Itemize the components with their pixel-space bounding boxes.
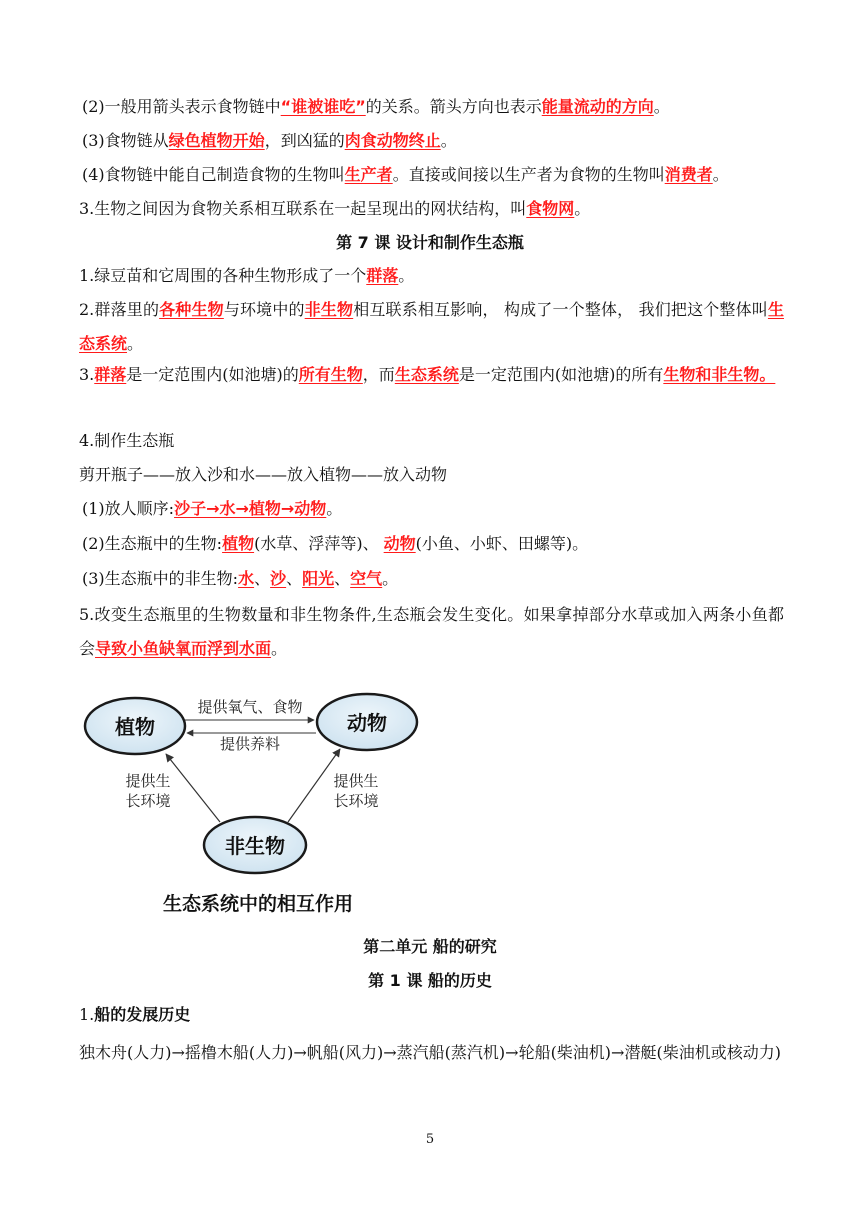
diagram-caption: 生态系统中的相互作用 <box>162 893 354 915</box>
paragraph <box>79 598 784 666</box>
highlight: 沙子→水→植物→动物 <box>174 499 327 518</box>
text-line: 4.制作生态瓶 <box>79 431 175 450</box>
text: 3. <box>79 365 95 384</box>
unit-title: 第二单元 船的研究 <box>363 937 497 956</box>
text: 、 <box>254 569 271 588</box>
text: 5.改变生态瓶里的生物数量和非生物条件,生态瓶会发生变化。如果拿掉部分水草或加入两条小鱼都会 <box>79 605 784 658</box>
text: (2)一般用箭头表示食物链中 <box>82 97 281 116</box>
highlight: 生态系统 <box>79 300 784 353</box>
highlight: 非生物 <box>304 300 354 319</box>
text: (1)放人顺序: <box>82 499 175 518</box>
highlight: 消费者 <box>664 165 713 184</box>
highlight: 所有生物 <box>298 365 363 384</box>
text: 。 <box>271 639 288 658</box>
text-line <box>79 265 414 287</box>
highlight: 植物 <box>222 534 255 553</box>
text: 。 <box>712 165 729 184</box>
highlight: 绿色植物开始 <box>168 131 265 150</box>
highlight: 各种生物 <box>159 300 224 319</box>
highlight: 肉食动物终止 <box>344 131 441 150</box>
text-line <box>82 498 342 520</box>
text: 的关系。箭头方向也表示 <box>365 97 542 116</box>
text-line <box>82 568 398 590</box>
paragraph: 独木舟(人力)→摇橹木船(人力)→帆船(风力)→蒸汽船(蒸汽机)→轮船(柴油机)→潜艇(柴油机或核动力) <box>79 1043 781 1062</box>
text: 。 <box>382 569 399 588</box>
highlight: 能量流动的方向 <box>541 97 654 116</box>
paragraph <box>79 358 784 392</box>
section-heading <box>79 1004 190 1026</box>
highlight: 群落 <box>366 266 399 285</box>
text: 、 <box>334 569 351 588</box>
page-number: 5 <box>425 1132 435 1147</box>
highlight: 阳光 <box>302 569 335 588</box>
highlight: 动物 <box>383 534 416 553</box>
ecosystem-diagram <box>80 688 440 918</box>
text: 1. <box>79 1005 95 1024</box>
highlight: 水 <box>238 569 255 588</box>
text: (小鱼、小虾、田螺等)。 <box>415 534 589 553</box>
lesson-title: 第 7 课 设计和制作生态瓶 <box>336 233 524 252</box>
text: 。 <box>574 199 591 218</box>
text-line <box>82 130 457 152</box>
text: 。 <box>440 131 457 150</box>
arrow-nonliving-to-plant <box>166 754 220 822</box>
text: 是一定范围内(如池塘)的 <box>126 365 299 384</box>
bottom-arrow-label: 提供养料 <box>219 735 281 753</box>
left-label-2: 长环境 <box>125 792 171 810</box>
lesson-title: 第 1 课 船的历史 <box>368 971 492 990</box>
highlight: 群落 <box>94 365 127 384</box>
text: (2)生态瓶中的生物: <box>82 534 223 553</box>
highlight: 沙 <box>270 569 287 588</box>
text: ，到凶猛的 <box>264 131 345 150</box>
text: 。 <box>398 266 415 285</box>
highlight: 生物和非生物。 <box>663 365 776 384</box>
text: 1.绿豆苗和它周围的各种生物形成了一个 <box>79 266 367 285</box>
right-label-2: 长环境 <box>333 792 379 810</box>
text-line <box>82 533 588 555</box>
text: 与环境中的 <box>223 300 305 319</box>
text-line <box>82 164 729 186</box>
text-line <box>79 198 590 220</box>
top-arrow-label: 提供氧气、食物 <box>197 698 303 716</box>
text-line: 剪开瓶子——放入沙和水——放入植物——放入动物 <box>79 465 448 484</box>
text: 2.群落里的 <box>79 300 160 319</box>
text: (3)生态瓶中的非生物: <box>82 569 239 588</box>
highlight: “谁被谁吃” <box>280 97 366 116</box>
arrow-nonliving-to-animal <box>288 749 340 822</box>
text: (4)食物链中能自己制造食物的生物叫 <box>82 165 345 184</box>
plant-label: 植物 <box>115 715 155 739</box>
text: (3)食物链从 <box>82 131 169 150</box>
text: 是一定范围内(如池塘)的所有 <box>458 365 664 384</box>
text: 。 <box>326 499 343 518</box>
left-label-1: 提供生 <box>125 772 171 790</box>
text: 船的发展历史 <box>94 1005 191 1024</box>
paragraph <box>79 293 784 361</box>
text: 。 <box>127 334 144 353</box>
text: 相互联系相互影响， 构成了一个整体， 我们把这个整体叫 <box>353 300 768 319</box>
highlight: 生产者 <box>344 165 393 184</box>
text-line <box>82 96 670 118</box>
highlight: 空气 <box>350 569 383 588</box>
highlight: 食物网 <box>526 199 575 218</box>
animal-label: 动物 <box>347 711 387 735</box>
text: (水草、浮萍等)、 <box>254 534 384 553</box>
right-label-1: 提供生 <box>333 772 379 790</box>
text: 、 <box>286 569 303 588</box>
text: ，而 <box>362 365 395 384</box>
text: 。直接或间接以生产者为食物的生物叫 <box>392 165 665 184</box>
text: 。 <box>653 97 670 116</box>
nonliving-label: 非生物 <box>225 834 285 858</box>
highlight: 导致小鱼缺氧而浮到水面 <box>95 639 272 658</box>
text: 3.生物之间因为食物关系相互联系在一起呈现出的网状结构，叫 <box>79 199 527 218</box>
highlight: 生态系统 <box>394 365 459 384</box>
